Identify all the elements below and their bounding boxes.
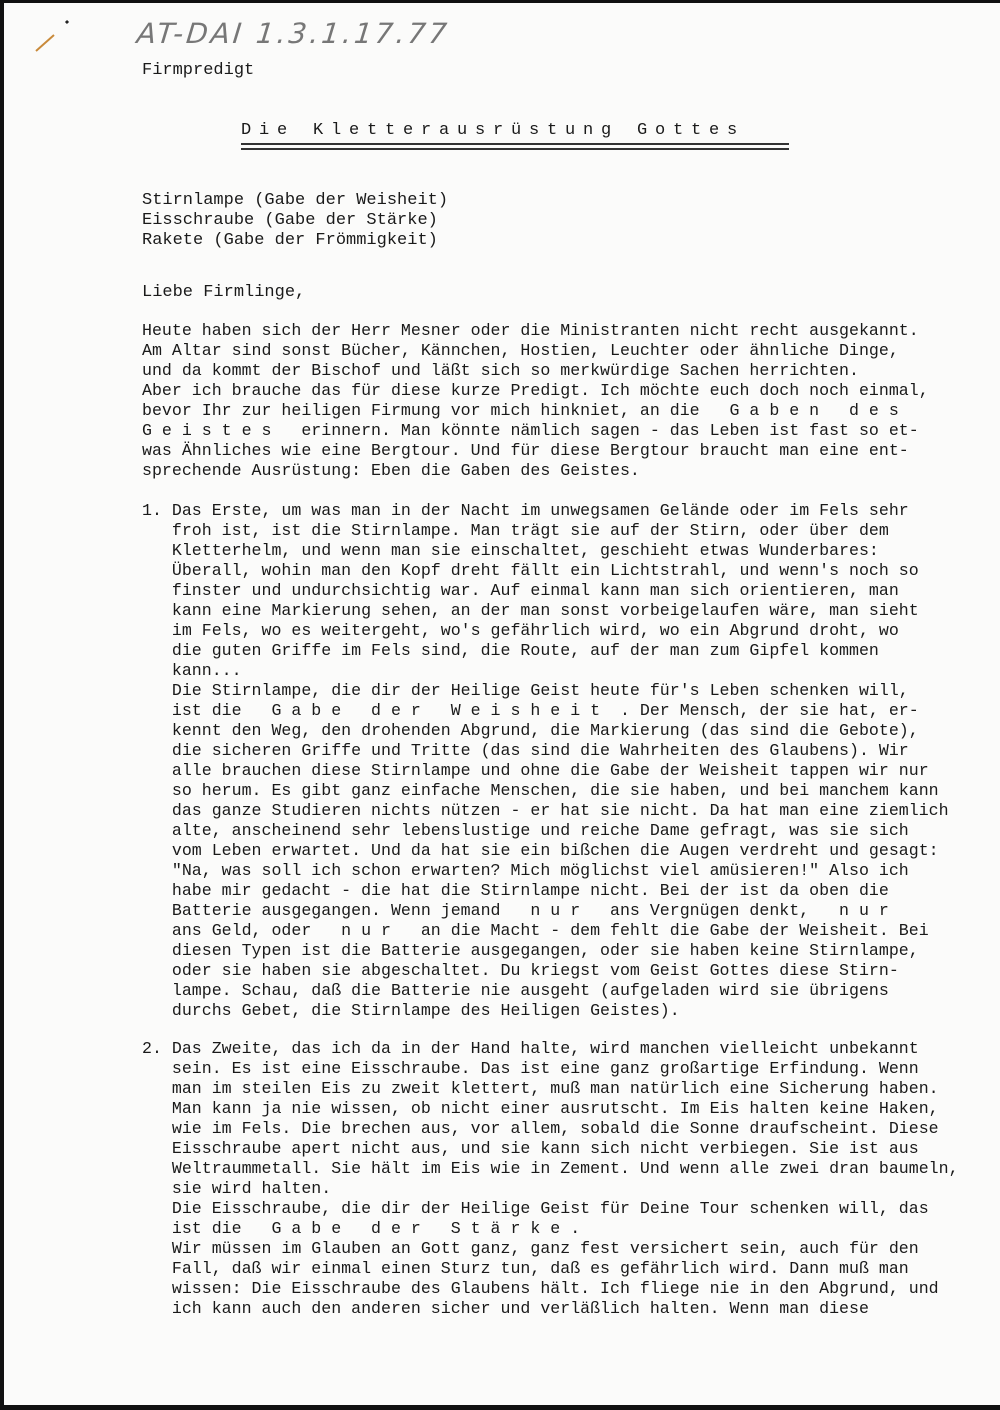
text-line: Überall, wohin man den Kopf dreht fällt ein Lichtstrahl, und wenn's noch so: [142, 561, 919, 580]
text-line: was Ähnliches wie eine Bergtour. Und für diese Bergtour braucht man eine ent-: [142, 441, 909, 460]
text-line: so herum. Es gibt ganz einfache Menschen, die sie haben, und bei manchem kann: [142, 781, 939, 800]
text-line: im Fels, wo es weitergeht, wo's gefährlich wird, wo ein Abgrund droht, wo: [142, 621, 899, 640]
text-line: 1. Das Erste, um was man in der Nacht im unwegsamen Gelände oder im Fels sehr: [142, 501, 909, 520]
title-underline: [241, 143, 789, 150]
text-line: froh ist, ist die Stirnlampe. Man trägt sie auf der Stirn, oder über dem: [142, 521, 889, 540]
text-line: Wir müssen im Glauben an Gott ganz, ganz fest versichert sein, auch für den: [142, 1239, 919, 1258]
text-line: ich kann auch den anderen sicher und verläßlich halten. Wenn man diese: [142, 1299, 869, 1318]
text-line: vom Leben erwartet. Und da hat sie ein bißchen die Augen verdreht und gesagt:: [142, 841, 939, 860]
text-line: Heute haben sich der Herr Mesner oder die Ministranten nicht recht ausgekannt.: [142, 321, 919, 340]
text-line: und da kommt der Bischof und läßt sich so merkwürdige Sachen herrichten.: [142, 361, 859, 380]
text-line: bevor Ihr zur heiligen Firmung vor mich hinkniet, an die G a b e n d e s: [142, 401, 899, 420]
text-line: kann...: [142, 661, 242, 680]
text-line: Die Stirnlampe, die dir der Heilige Geist heute für's Leben schenken will,: [142, 681, 909, 700]
text-line: finster und undurchsichtig war. Auf einmal kann man sich orientieren, man: [142, 581, 899, 600]
text-line: Fall, daß wir einmal einen Sturz tun, daß es gefährlich wird. Dann muß man: [142, 1259, 909, 1278]
sermon-title: Die Kletterausrüstung Gottes: [241, 121, 746, 140]
archive-signature: AT-DAI 1.3.1.17.77: [135, 17, 452, 50]
point-two-paragraph: [142, 1039, 962, 1319]
text-line: die sicheren Griffe und Tritte (das sind die Wahrheiten des Glaubens). Wir: [142, 741, 909, 760]
text-line: Kletterhelm, und wenn man sie einschaltet, geschieht etwas Wunderbares:: [142, 541, 879, 560]
text-line: kennt den Weg, den drohenden Abgrund, die Markierung (das sind die Gebote),: [142, 721, 919, 740]
greeting: Liebe Firmlinge,: [142, 283, 306, 302]
text-line: G e i s t e s erinnern. Man könnte nämlich sagen - das Leben ist fast so et-: [142, 421, 919, 440]
text-line: sein. Es ist eine Eisschraube. Das ist eine ganz großartige Erfindung. Wenn: [142, 1059, 919, 1078]
text-line: man im steilen Eis zu zweit klettert, muß man natürlich eine Sicherung haben.: [142, 1079, 939, 1098]
gift-item: Eisschraube (Gabe der Stärke): [142, 211, 438, 230]
point-one-paragraph: [142, 501, 962, 1021]
text-line: wie im Fels. Die brechen aus, vor allem, sobald die Sonne draufscheint. Diese: [142, 1119, 939, 1138]
text-line: die guten Griffe im Fels sind, die Route, auf der man zum Gipfel kommen: [142, 641, 879, 660]
text-line: ist die G a b e d e r S t ä r k e .: [142, 1219, 581, 1238]
text-line: Die Eisschraube, die dir der Heilige Geist für Deine Tour schenken will, das: [142, 1199, 929, 1218]
text-line: wissen: Die Eisschraube des Glaubens hält. Ich fliege nie in den Abgrund, und: [142, 1279, 939, 1298]
pen-mark-icon: [32, 17, 72, 57]
text-line: oder sie haben sie abgeschaltet. Du kriegst vom Geist Gottes diese Stirn-: [142, 961, 899, 980]
text-line: lampe. Schau, daß die Batterie nie ausgeht (aufgeladen wird sie übrigens: [142, 981, 889, 1000]
text-line: Am Altar sind sonst Bücher, Kännchen, Hostien, Leuchter oder ähnliche Dinge,: [142, 341, 899, 360]
text-line: 2. Das Zweite, das ich da in der Hand halte, wird manchen vielleicht unbekannt: [142, 1039, 919, 1058]
gift-item: Rakete (Gabe der Frömmigkeit): [142, 231, 438, 250]
text-line: Man kann ja nie wissen, ob nicht einer ausrutscht. Im Eis halten keine Haken,: [142, 1099, 939, 1118]
text-line: ans Geld, oder n u r an die Macht - dem fehlt die Gabe der Weisheit. Bei: [142, 921, 929, 940]
text-line: kann eine Markierung sehen, an der man sonst vorbeigelaufen wäre, man sieht: [142, 601, 919, 620]
text-line: durchs Gebet, die Stirnlampe des Heiligen Geistes).: [142, 1001, 680, 1020]
text-line: sie wird halten.: [142, 1179, 332, 1198]
text-line: diesen Typen ist die Batterie ausgegangen, oder sie haben keine Stirnlampe,: [142, 941, 919, 960]
text-line: Aber ich brauche das für diese kurze Predigt. Ich möchte euch doch noch einmal,: [142, 381, 929, 400]
text-line: Eisschraube apert nicht aus, und sie kann sich nicht verbiegen. Sie ist aus: [142, 1139, 919, 1158]
text-line: alle brauchen diese Stirnlampe und ohne die Gabe der Weisheit tappen wir nur: [142, 761, 929, 780]
document-label: Firmpredigt: [142, 61, 255, 80]
gift-list: [142, 191, 448, 251]
text-line: alte, anscheinend sehr lebenslustige und reiche Dame gefragt, was sie sich: [142, 821, 909, 840]
intro-paragraph: [142, 321, 962, 481]
text-line: Batterie ausgegangen. Wenn jemand n u r ans Vergnügen denkt, n u r: [142, 901, 889, 920]
text-line: sprechende Ausrüstung: Eben die Gaben des Geistes.: [142, 461, 640, 480]
text-line: "Na, was soll ich schon erwarten? Mich möglichst viel amüsieren!" Also ich: [142, 861, 909, 880]
text-line: Weltraummetall. Sie hält im Eis wie in Zement. Und wenn alle zwei dran baumeln,: [142, 1159, 959, 1178]
text-line: habe mir gedacht - die hat die Stirnlampe nicht. Bei der ist da oben die: [142, 881, 889, 900]
text-line: ist die G a b e d e r W e i s h e i t . Der Mensch, der sie hat, er-: [142, 701, 919, 720]
text-line: das ganze Studieren nichts nützen - er hat sie nicht. Da hat man eine ziemlich: [142, 801, 949, 820]
gift-item: Stirnlampe (Gabe der Weisheit): [142, 191, 449, 210]
